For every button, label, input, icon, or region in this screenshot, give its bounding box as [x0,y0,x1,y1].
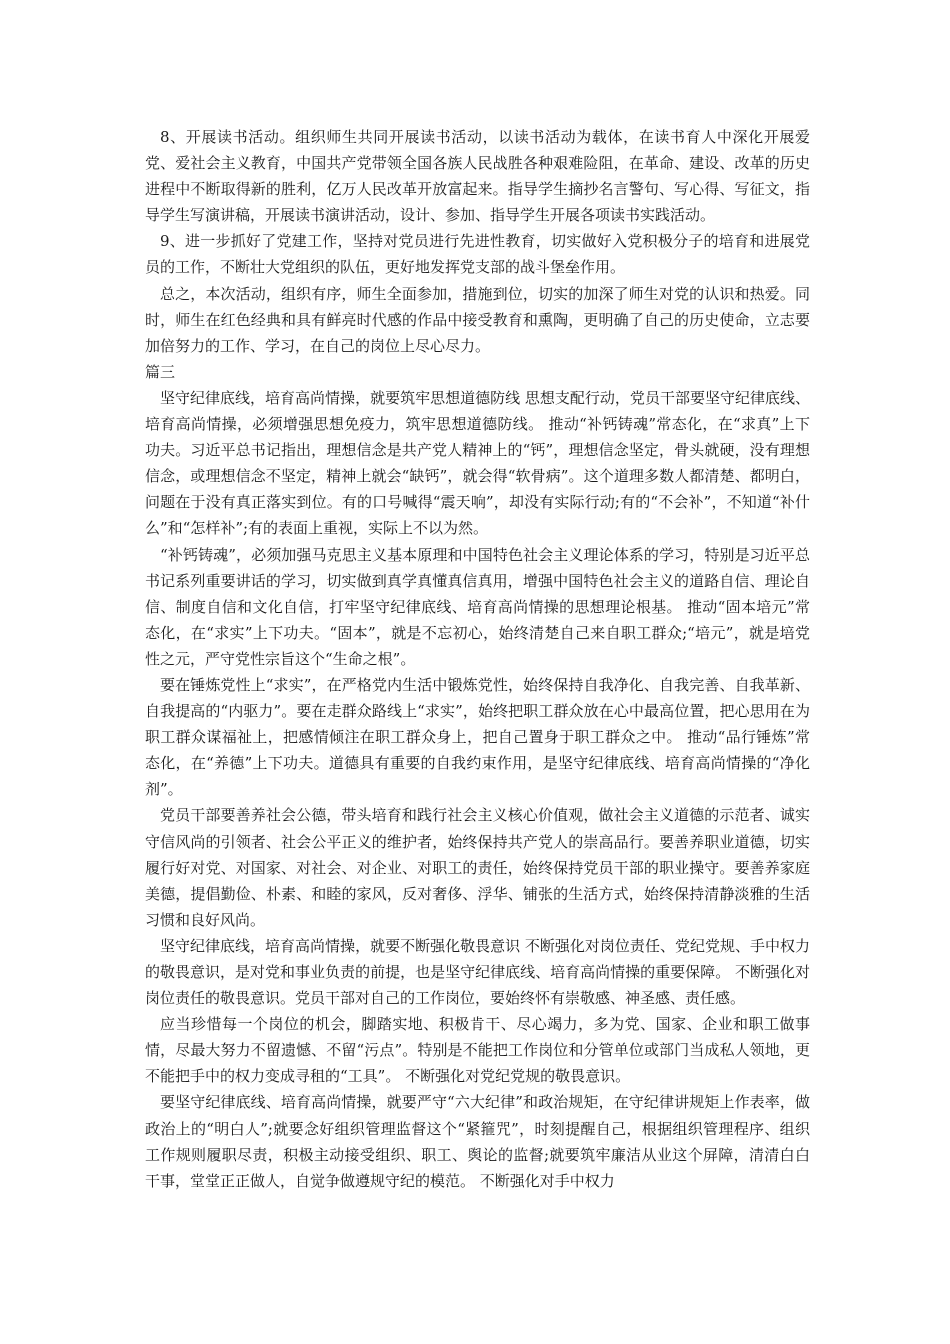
paragraph-social-morality: 党员干部要善养社会公德，带头培育和践行社会主义核心价值观，做社会主义道德的示范者、诚实守信风尚的引领者、社会公平正义的维护者，始终保持共产党人的崇高品行。要善养职业道德，切实履行好对党、对国家、对社会、对企业、对职工的责任，始终保持党员干部的职业操守。要善养家庭美德，提倡勤俭、朴素、和睦的家风，反对奢侈、浮华、铺张的生活方式，始终保持清静淡雅的生活习惯和良好风尚。 [145,806,810,929]
paragraph-summary: 总之，本次活动，组织有序，师生全面参加，措施到位，切实的加深了师生对党的认识和热爱。同时，师生在红色经典和具有鲜亮时代感的作品中接受教育和熏陶，更明确了自己的历史使命，立志要加倍努力的工作、学习，在自己的岗位上尽心尽力。 [145,284,810,355]
paragraph-calcium-soul: “补钙铸魂”，必须加强马克思主义基本原理和中国特色社会主义理论体系的学习，特别是习近平总书记系列重要讲话的学习，切实做到真学真懂真信真用，增强中国特色社会主义的道路自信、理论自信、制度自信和文化自信，打牢坚守纪律底线、培育高尚情操的思想理论根基。 推动“固本培元”常态化，在“求实”上下功夫。“固本”，就是不忘初心，始终清楚自己来自职工群众;“培元”，就是培党性之元，严守党性宗旨这个“生命之根”。 [145,545,810,668]
section-title: 篇三 [145,362,176,381]
paragraph-awe-awareness: 坚守纪律底线，培育高尚情操，就要不断强化敬畏意识 不断强化对岗位责任、党纪党规、手中权力的敬畏意识，是对党和事业负责的前提，也是坚守纪律底线、培育高尚情操的重要保障。 不断强化对岗位责任的敬畏意识。党员干部对自己的工作岗位，要始终怀有崇敬感、神圣感、责任感。 [145,936,810,1008]
paragraph-discipline-baseline: 坚守纪律底线，培育高尚情操，就要筑牢思想道德防线 思想支配行动，党员干部要坚守纪律底线、培育高尚情操，必须增强思想免疫力，筑牢思想道德防线。 推动“补钙铸魂”常态化，在“求真”上下功夫。习近平总书记指出，理想信念是共产党人精神上的“钙”，理想信念坚定，骨头就硬，没有理想信念，或理想信念不坚定，精神上就会“缺钙”，就会得“软骨病”。这个道理多数人都清楚、都明白，问题在于没有真正落实到位。有的口号喊得“震天响”，却没有实际行动;有的“不会补”，不知道“补什么”和“怎样补”;有的表面上重视，实际上不以为然。 [145,388,810,538]
paragraph-party-building: 9、进一步抓好了党建工作，坚持对党员进行先进性教育，切实做好入党积极分子的培育和进展党员的工作，不断壮大党组织的队伍，更好地发挥党支部的战斗堡垒作用。 [145,232,810,277]
paragraph-party-spirit: 要在锤炼党性上“求实”，在严格党内生活中锻炼党性，始终保持自我净化、自我完善、自我革新、自我提高的“内驱力”。要在走群众路线上“求实”，始终把职工群众放在心中最高位置，把心思用在为职工群众谋福祉上，把感情倾注在职工群众身上，把自己置身于职工群众之中。 推动“品行锤炼”常态化，在“养德”上下功夫。道德具有重要的自我约束作用，是坚守纪律底线、培育高尚情操的“净化剂”。 [145,675,810,799]
paragraph-cherish-post: 应当珍惜每一个岗位的机会，脚踏实地、积极肯干、尽心竭力，多为党、国家、企业和职工做事情，尽最大努力不留遗憾、不留“污点”。特别是不能把工作岗位和分管单位或部门当成私人领地，更不能把手中的权力变成寻租的“工具”。 不断强化对党纪党规的敬畏意识。 [145,1015,810,1086]
paragraph-reading-activity: 8、开展读书活动。组织师生共同开展读书活动，以读书活动为载体，在读书育人中深化开展爱党、爱社会主义教育，中国共产党带领全国各族人民战胜各种艰难险阻，在革命、建设、改革的历史进程中不断取得新的胜利，亿万人民改革开放富起来。指导学生摘抄名言警句、写心得、写征文，指导学生写演讲稿，开展读书演讲活动，设计、参加、指导学生开展各项读书实践活动。 [145,128,810,225]
paragraph-six-disciplines: 要坚守纪律底线、培育高尚情操，就要严守“六大纪律”和政治规矩，在守纪律讲规矩上作表率，做政治上的“明白人”;就要念好组织管理监督这个“紧箍咒”，时刻提醒自己，根据组织管理程序、组织工作规则履职尽责，积极主动接受组织、职工、舆论的监督;就要筑牢廉洁从业这个屏障，清清白白干事，堂堂正正做人，自觉争做遵规守纪的模范。 不断强化对手中权力 [145,1093,810,1190]
document-page [145,124,810,1194]
